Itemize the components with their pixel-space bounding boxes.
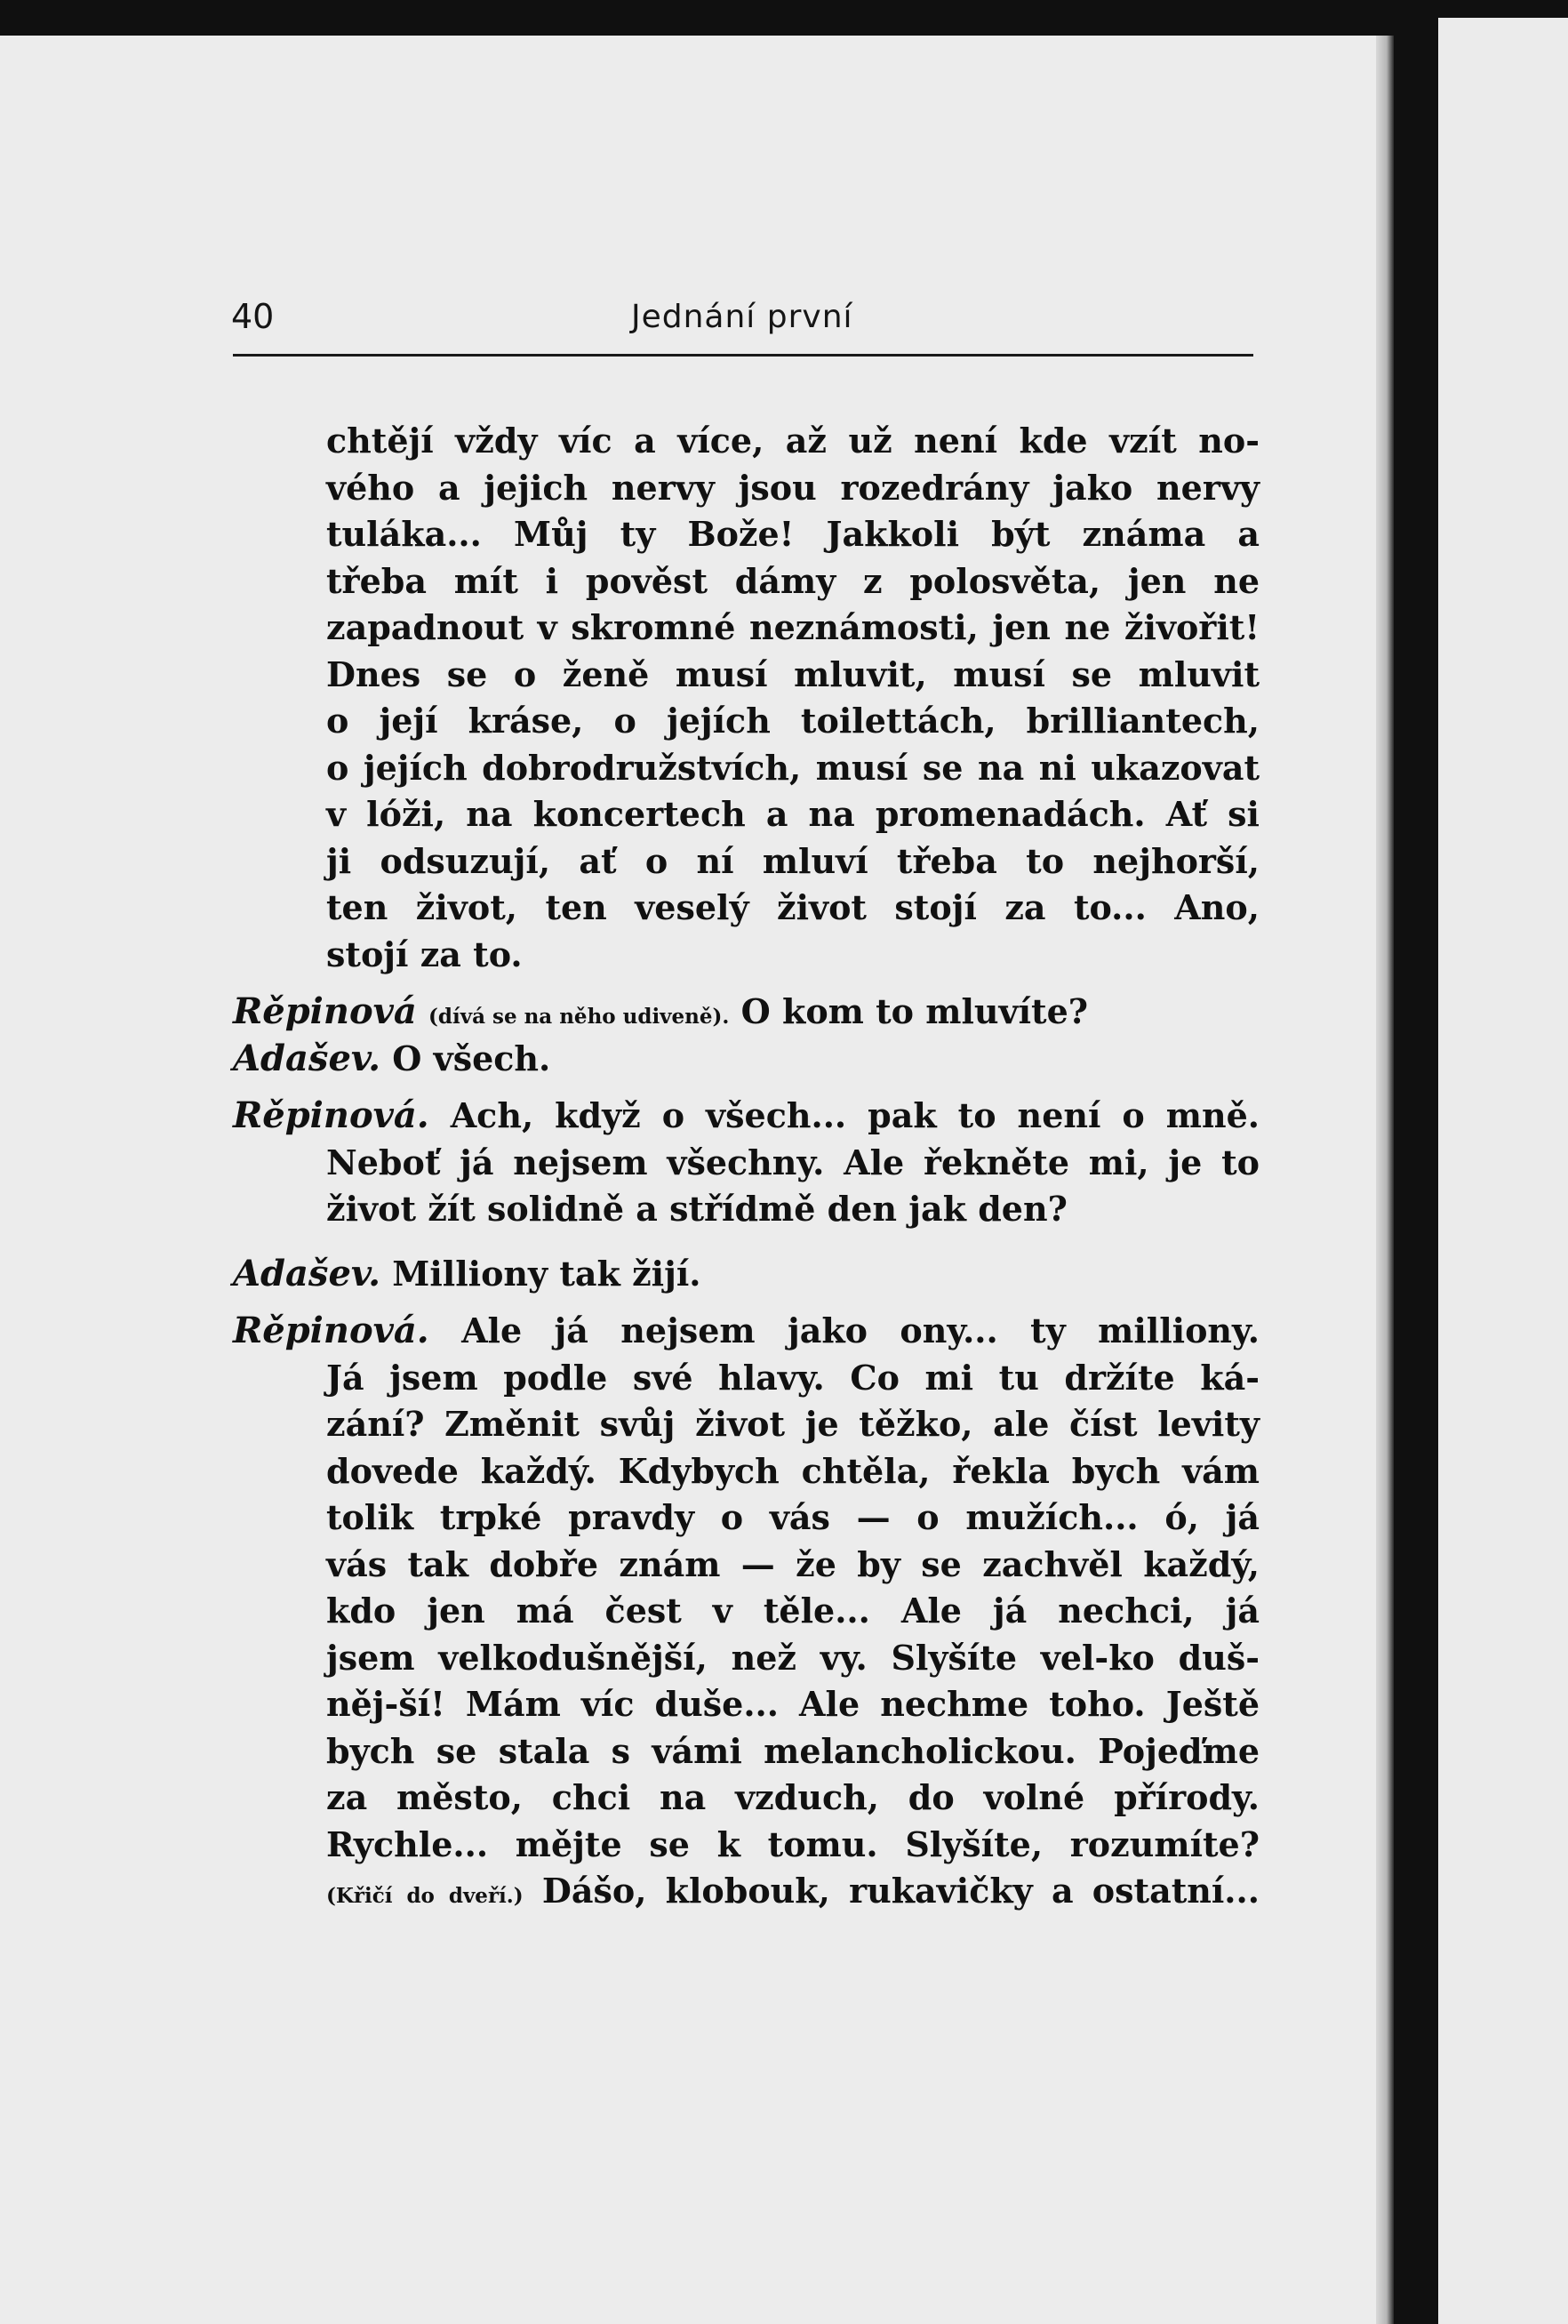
text-line: život žít solidně a střídmě den jak den? bbox=[326, 1189, 1068, 1229]
text-line: kdo jen má čest v těle... Ale já nechci, já bbox=[326, 1591, 1260, 1631]
speech-line bbox=[233, 1093, 1260, 1140]
speaker-name: Rěpinová. bbox=[233, 1310, 429, 1351]
running-title: Jednání první bbox=[631, 299, 853, 335]
speech-line bbox=[233, 1308, 1260, 1355]
stage-direction: (dívá se na něho udiveně). bbox=[428, 1005, 730, 1029]
header-rule bbox=[233, 354, 1253, 357]
speaker-name: Adašev. bbox=[233, 1037, 381, 1079]
text-line: stojí za to. bbox=[326, 934, 523, 974]
text-line: zapadnout v skromné neznámosti, jen ne živořit! bbox=[326, 607, 1260, 647]
text-line: ten život, ten veselý život stojí za to... Ano, bbox=[326, 887, 1260, 927]
text-line: Rychle... mějte se k tomu. Slyšíte, rozumíte? bbox=[326, 1823, 1260, 1864]
text-line: zání? Změnit svůj život je těžko, ale číst levity bbox=[326, 1404, 1260, 1444]
text-line: ji odsuzují, ať o ní mluví třeba to nejhorší, bbox=[326, 840, 1260, 881]
page-header bbox=[231, 293, 1253, 347]
stage-direction: (Křičí do dveří.) bbox=[326, 1884, 524, 1908]
page-number: 40 bbox=[231, 297, 275, 336]
text-line: vás tak dobře znám — že by se zachvěl každý, bbox=[326, 1543, 1260, 1584]
text-line: chtějí vždy víc a více, až už není kde vzít no- bbox=[326, 421, 1260, 461]
speech-line bbox=[233, 1251, 1260, 1298]
text-line: třeba mít i pověst dámy z polosvěta, jen ne bbox=[326, 560, 1260, 601]
speech-text: Ach, když o všech... pak to není o mně. bbox=[450, 1095, 1260, 1135]
speech-line bbox=[326, 1868, 1260, 1915]
text-line: o její kráse, o jejích toilettách, brilliantech, bbox=[326, 701, 1260, 741]
text-line: jsem velkodušnější, než vy. Slyšíte vel-ko duš- bbox=[326, 1637, 1260, 1678]
speech-text: Ale já nejsem jako ony... ty milliony. bbox=[461, 1310, 1260, 1350]
text-line: Dnes se o ženě musí mluvit, musí se mluvit bbox=[326, 653, 1260, 694]
speech-text: Dášo, klobouk, rukavičky a ostatní... bbox=[541, 1871, 1260, 1911]
text-line: Neboť já nejsem všechny. Ale řekněte mi, je to bbox=[326, 1142, 1260, 1182]
text-line: v lóži, na koncertech a na promenadách. Ať si bbox=[326, 794, 1260, 834]
text-line: vého a jejich nervy jsou rozedrány jako nervy bbox=[326, 467, 1260, 508]
speaker-name: Adašev. bbox=[233, 1252, 381, 1294]
text-line: něj-ší! Mám víc duše... Ale nechme toho. Ještě bbox=[326, 1684, 1260, 1724]
text-line: Já jsem podle své hlavy. Co mi tu držíte ká- bbox=[326, 1357, 1260, 1398]
speech-text: O všech. bbox=[392, 1038, 551, 1078]
play-text bbox=[233, 418, 1260, 1915]
text-line: o jejích dobrodružstvích, musí se na ni ukazovat bbox=[326, 747, 1260, 788]
speaker-name: Rěpinová bbox=[233, 990, 417, 1032]
text-line: tolik trpké pravdy o vás — o mužích... ó, já bbox=[326, 1497, 1260, 1537]
page-edge bbox=[1376, 36, 1394, 2324]
adjacent-page bbox=[1438, 18, 1568, 2324]
text-line: za město, chci na vzduch, do volné přírody. bbox=[326, 1777, 1260, 1817]
speech-text: O kom to mluvíte? bbox=[740, 991, 1089, 1031]
text-line: tuláka... Můj ty Bože! Jakkoli být známa a bbox=[326, 514, 1260, 554]
speech-text: Milliony tak žijí. bbox=[392, 1253, 701, 1294]
speech-line bbox=[233, 1036, 1260, 1083]
text-line: bych se stala s vámi melancholickou. Pojeďme bbox=[326, 1730, 1260, 1771]
speech-line bbox=[233, 989, 1260, 1036]
speaker-name: Rěpinová. bbox=[233, 1094, 429, 1136]
text-line: dovede každý. Kdybych chtěla, řekla bych vám bbox=[326, 1450, 1260, 1491]
